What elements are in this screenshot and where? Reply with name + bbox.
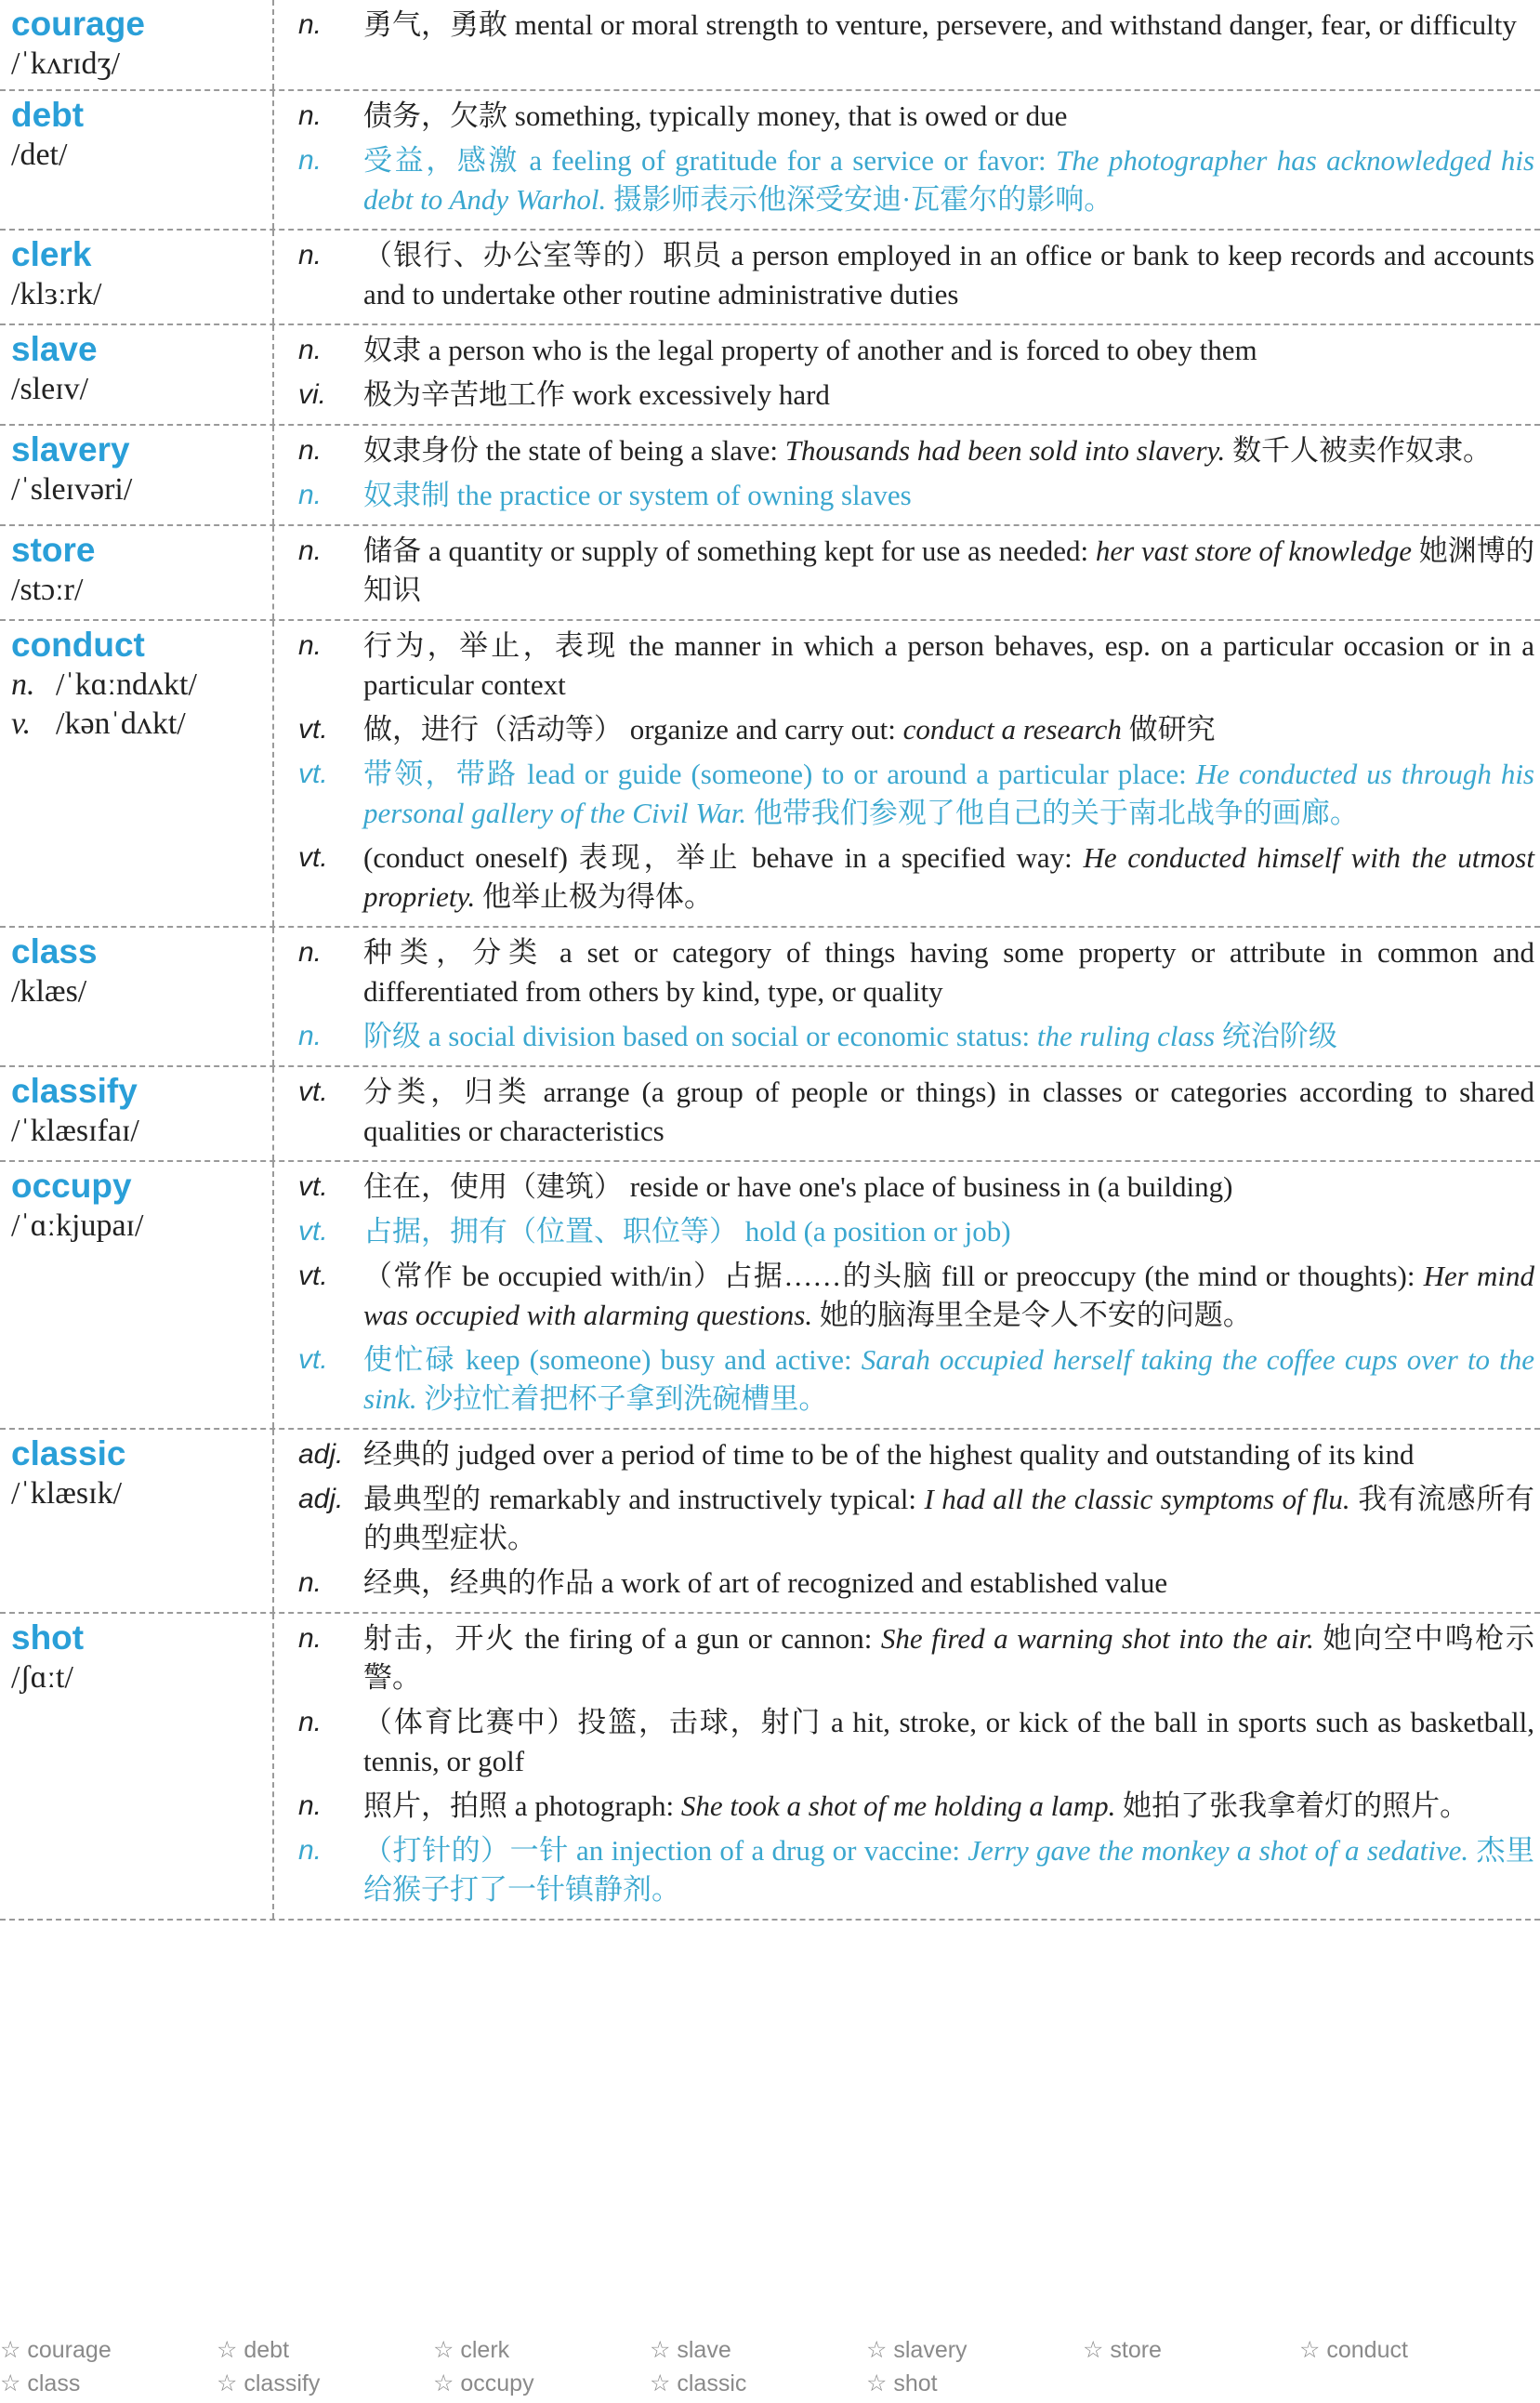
definition-chinese: 最典型的 (363, 1483, 482, 1515)
entry-row (0, 1067, 1540, 1162)
definition (358, 1564, 1534, 1603)
definition-english: a photograph: (507, 1789, 681, 1822)
index-word: classify (244, 2370, 321, 2396)
definition-english: organize and carry out: (623, 713, 903, 746)
pronunciation (11, 370, 272, 409)
sense (274, 1017, 1534, 1056)
sense (274, 236, 1534, 314)
headword-column (0, 91, 274, 229)
definition-chinese: 分类，归类 (363, 1076, 532, 1108)
example-translation: 她向空中鸣枪示警。 (363, 1622, 1535, 1694)
star-icon: ☆ (650, 2337, 671, 2363)
ipa: /stɔːr/ (11, 573, 84, 607)
star-icon: ☆ (217, 2370, 238, 2396)
pronunciation (11, 571, 272, 610)
star-icon: ☆ (0, 2370, 21, 2396)
headword: class (11, 932, 98, 970)
sense (274, 1212, 1534, 1251)
example-translation: 数千人被卖作奴隶。 (1225, 434, 1493, 467)
definition-chinese: 行为，举止，表现 (363, 629, 619, 662)
sense (274, 1703, 1534, 1781)
part-of-speech: vt. (298, 1171, 328, 1202)
star-icon: ☆ (1083, 2337, 1104, 2363)
definition-english: arrange (a group of people or things) in classes or categories according to shared qualities or characteristics (363, 1076, 1535, 1147)
word-index (0, 2333, 1540, 2400)
headword: slavery (11, 430, 130, 469)
definition-english: a work of art of recognized and established value (594, 1566, 1168, 1599)
headword-column (0, 621, 274, 926)
definition-english: a social division based on social or economic status: (421, 1020, 1037, 1052)
definition (358, 532, 1534, 610)
sense (274, 1340, 1534, 1419)
definition-chinese: （打针的）一针 (363, 1834, 569, 1867)
sense (274, 1480, 1534, 1558)
ipa: /ˈklæsɪfaɪ/ (11, 1114, 139, 1148)
star-icon: ☆ (1299, 2337, 1321, 2363)
sense (274, 710, 1534, 749)
example-sentence: Jerry gave the monkey a shot of a sedative. (967, 1834, 1469, 1867)
definition (358, 141, 1534, 219)
definition (358, 6, 1534, 45)
ipa: /ˈkɑːndʌkt/ (56, 667, 197, 702)
definition (358, 331, 1534, 370)
index-item[interactable] (1083, 2333, 1299, 2367)
index-word: class (27, 2370, 81, 2396)
example-translation: 她拍了张我拿着灯的照片。 (1115, 1789, 1469, 1822)
definition-english: a quantity or supply of something kept for use as needed: (421, 535, 1096, 567)
headword-column (0, 0, 274, 89)
headword: slave (11, 330, 98, 368)
pronunciation (11, 470, 272, 509)
part-of-speech: n. (298, 1790, 322, 1821)
ipa: /klæs/ (11, 974, 87, 1009)
index-word: slavery (893, 2337, 967, 2363)
index-word: classic (677, 2370, 747, 2396)
star-icon: ☆ (433, 2337, 454, 2363)
definition (358, 1831, 1534, 1909)
definition (358, 1480, 1534, 1558)
definition-chinese: 奴隶 (363, 334, 421, 366)
headword-column (0, 1067, 274, 1160)
definition-chinese: 受益，感激 (363, 144, 520, 177)
star-icon: ☆ (650, 2370, 671, 2396)
definition-chinese: 住在，使用（建筑） (363, 1170, 623, 1203)
part-of-speech: n. (298, 630, 322, 661)
part-of-speech: vt. (298, 1344, 328, 1375)
part-of-speech: vt. (298, 1216, 328, 1247)
example-sentence: Her mind was occupied with alarming questions. (363, 1260, 1534, 1331)
sense (274, 1435, 1534, 1474)
example-sentence: Thousands had been sold into slavery. (784, 434, 1226, 467)
part-of-speech: n. (298, 100, 322, 131)
sense (274, 1787, 1534, 1826)
part-of-speech: n. (298, 240, 322, 271)
example-sentence: Sarah occupied herself taking the coffee cups over to the sink. (363, 1343, 1535, 1415)
definition-english: a person who is the legal property of another and is forced to obey them (421, 334, 1257, 366)
definitions-column (274, 1162, 1540, 1428)
headword: classic (11, 1434, 126, 1472)
definition (358, 755, 1534, 833)
definition-english: mental or moral strength to venture, persevere, and withstand danger, fear, or difficulty (507, 8, 1517, 41)
index-word: store (1110, 2337, 1162, 2363)
entry-row (0, 928, 1540, 1067)
definition-chinese: 带领，带路 (363, 758, 519, 790)
pronunciation (11, 972, 272, 1011)
part-of-speech: vt. (298, 1261, 328, 1291)
headword-column (0, 526, 274, 619)
definition-chinese: 经典的 (363, 1438, 450, 1471)
pronunciation-pos: n. (11, 667, 35, 702)
example-translation: 做研究 (1121, 713, 1216, 746)
example-translation: 统治阶级 (1215, 1020, 1337, 1052)
definitions-column (274, 91, 1540, 229)
sense (274, 6, 1534, 45)
example-sentence: I had all the classic symptoms of flu. (924, 1483, 1350, 1515)
headword: classify (11, 1072, 138, 1110)
index-item[interactable] (650, 2367, 866, 2400)
definition-chinese: 债务，欠款 (363, 99, 507, 132)
definition-chinese: 经典，经典的作品 (363, 1566, 594, 1599)
definition (358, 1257, 1534, 1335)
example-sentence: He conducted us through his personal gallery of the Civil War. (363, 758, 1534, 829)
part-of-speech: adj. (298, 1484, 344, 1514)
definition (358, 1703, 1534, 1781)
entry-row (0, 325, 1540, 426)
entry-row (0, 426, 1540, 526)
definition (358, 1340, 1534, 1419)
pronunciation (11, 1658, 272, 1697)
part-of-speech: n. (298, 435, 322, 466)
definition-chinese: （常作 be occupied with/in）占据……的头脑 (363, 1260, 933, 1292)
definition-english: keep (someone) busy and active: (455, 1343, 862, 1376)
headword-column (0, 231, 274, 323)
sense (274, 141, 1534, 219)
ipa: /sleɪv/ (11, 372, 89, 406)
sense (274, 838, 1534, 917)
definition-english: the firing of a gun or cannon: (515, 1622, 881, 1655)
headword-column (0, 325, 274, 424)
definition (358, 1168, 1534, 1207)
definition-english: the manner in which a person behaves, esp. on a particular occasion or in a particular context (363, 629, 1534, 701)
definition-english: hold (a position or job) (738, 1215, 1011, 1248)
sense (274, 476, 1534, 515)
pronunciation (11, 1112, 272, 1151)
part-of-speech: n. (298, 9, 322, 40)
definitions-column (274, 526, 1540, 619)
example-translation: 杰里给猴子打了一针镇静剂。 (363, 1834, 1534, 1906)
ipa: /kənˈdʌkt/ (56, 706, 186, 741)
headword: courage (11, 5, 145, 43)
headword-column (0, 1614, 274, 1919)
index-item[interactable] (0, 2333, 217, 2367)
sense (274, 627, 1534, 705)
part-of-speech: n. (298, 335, 322, 365)
entry-row (0, 1162, 1540, 1430)
part-of-speech: n. (298, 937, 322, 968)
definition-chinese: 储备 (363, 535, 422, 567)
definitions-column (274, 231, 1540, 323)
part-of-speech: vi. (298, 379, 326, 410)
definition-chinese: （银行、办公室等的）职员 (363, 239, 723, 271)
part-of-speech: adj. (298, 1439, 344, 1470)
definition-english: judged over a period of time to be of the highest quality and outstanding of its kind (450, 1438, 1415, 1471)
definition-english: a feeling of gratitude for a service or favor: (520, 144, 1056, 177)
star-icon: ☆ (433, 2370, 454, 2396)
entry-row (0, 1614, 1540, 1921)
part-of-speech: n. (298, 1835, 322, 1866)
headword: store (11, 531, 96, 569)
definition-english: fill or preoccupy (the mind or thoughts): (932, 1260, 1424, 1292)
sense (274, 97, 1534, 136)
ipa: /ˈsleɪvəri/ (11, 472, 133, 507)
index-word: debt (244, 2337, 290, 2363)
definition-chinese: 射击，开火 (363, 1622, 516, 1655)
pronunciation (11, 275, 272, 314)
sense (274, 1619, 1534, 1697)
definition (358, 236, 1534, 314)
definitions-column (274, 325, 1540, 424)
headword-column (0, 426, 274, 524)
pronunciation (11, 1207, 272, 1246)
index-word: courage (27, 2337, 112, 2363)
definition-chinese: 奴隶身份 (363, 434, 479, 467)
definition (358, 1212, 1534, 1251)
sense (274, 376, 1534, 415)
part-of-speech: n. (298, 535, 322, 566)
entry-row (0, 91, 1540, 231)
definition-english: something, typically money, that is owed or due (507, 99, 1068, 132)
definition-chinese: 做，进行（活动等） (363, 713, 623, 746)
ipa: /ʃɑːt/ (11, 1660, 73, 1695)
part-of-speech: vt. (298, 759, 328, 789)
example-translation: 我有流感所有的典型症状。 (363, 1483, 1535, 1554)
definition-chinese: 占据，拥有（位置、职位等） (363, 1215, 738, 1248)
definitions-column (274, 426, 1540, 524)
pronunciation (11, 136, 272, 175)
definition-english: a set or category of things having some property or attribute in common and differentiated from others by kind, type, or quality (363, 936, 1535, 1008)
star-icon: ☆ (217, 2337, 238, 2363)
pronunciation (11, 1474, 272, 1513)
headword-column (0, 928, 274, 1065)
entry-row (0, 231, 1540, 325)
index-word: shot (893, 2370, 938, 2396)
definition-chinese: （体育比赛中）投篮，击球，射门 (363, 1706, 823, 1738)
definition (358, 1435, 1534, 1474)
definition-chinese: 勇气，勇敢 (363, 8, 507, 41)
pronunciation (11, 666, 272, 705)
definition-english: the practice or system of owning slaves (450, 479, 912, 511)
part-of-speech: vt. (298, 1076, 328, 1107)
definitions-column (274, 1067, 1540, 1160)
headword: clerk (11, 235, 92, 273)
definition (358, 627, 1534, 705)
sense (274, 331, 1534, 370)
entry-row (0, 1430, 1540, 1614)
headword-column (0, 1430, 274, 1612)
part-of-speech: n. (298, 1707, 322, 1737)
example-sentence: She fired a warning shot into the air. (880, 1622, 1314, 1655)
definition (358, 376, 1534, 415)
example-translation: 她的脑海里全是令人不安的问题。 (812, 1299, 1252, 1331)
headword: conduct (11, 626, 145, 664)
index-item[interactable] (866, 2367, 1083, 2400)
definition-english: remarkably and instructively typical: (481, 1483, 925, 1515)
pronunciation (11, 705, 272, 744)
definition-chinese: 使忙碌 (363, 1343, 456, 1376)
index-word: clerk (460, 2337, 510, 2363)
definition-english: a person employed in an office or bank to keep records and accounts and to undertake other routine administrative duties (363, 239, 1535, 310)
sense (274, 1564, 1534, 1603)
index-row (0, 2367, 1540, 2400)
index-word: occupy (460, 2370, 534, 2396)
definition-chinese: 奴隶制 (363, 479, 450, 511)
example-translation: 他带我们参观了他自己的关于南北战争的画廊。 (746, 797, 1359, 829)
definition-english: an injection of a drug or vaccine: (568, 1834, 968, 1867)
headword: shot (11, 1618, 85, 1657)
definition (358, 431, 1534, 470)
example-translation: 摄影师表示他深受安迪·瓦霍尔的影响。 (606, 183, 1113, 216)
definition (358, 838, 1534, 917)
sense (274, 1257, 1534, 1335)
definition-english: work excessively hard (565, 378, 830, 411)
definition (358, 476, 1534, 515)
definition (358, 710, 1534, 749)
definition (358, 97, 1534, 136)
definition-english: reside or have one's place of business in (a building) (623, 1170, 1233, 1203)
example-sentence: She took a shot of me holding a lamp. (680, 1789, 1116, 1822)
example-sentence: her vast store of knowledge (1095, 535, 1412, 567)
ipa: /ˈɑːkjupaɪ/ (11, 1208, 144, 1243)
index-item[interactable] (1299, 2333, 1516, 2367)
part-of-speech: n. (298, 1623, 322, 1654)
headword-column (0, 1162, 274, 1428)
definition (358, 1017, 1534, 1056)
definitions-column (274, 1614, 1540, 1919)
definitions-column (274, 0, 1540, 89)
index-item[interactable] (433, 2333, 650, 2367)
example-sentence: He conducted himself with the utmost propriety. (363, 841, 1534, 913)
star-icon: ☆ (866, 2337, 888, 2363)
definition-chinese: 阶级 (363, 1020, 421, 1052)
definition-chinese: 极为辛苦地工作 (363, 378, 565, 411)
entry-row (0, 0, 1540, 91)
sense (274, 1073, 1534, 1151)
headword: occupy (11, 1167, 132, 1205)
definition-chinese: 照片，拍照 (363, 1789, 507, 1822)
entry-row (0, 621, 1540, 928)
sense (274, 755, 1534, 833)
definition-chinese: (conduct oneself) 表现，举止 (363, 841, 742, 874)
definition (358, 1787, 1534, 1826)
definition (358, 933, 1534, 1011)
definition-english: the state of being a slave: (479, 434, 785, 467)
definition (358, 1619, 1534, 1697)
part-of-speech: n. (298, 145, 322, 176)
example-sentence: The photographer has acknowledged his debt to Andy Warhol. (363, 144, 1535, 216)
definition-english: lead or guide (someone) to or around a particular place: (518, 758, 1196, 790)
index-item[interactable] (217, 2367, 433, 2400)
ipa: /ˈklæsɪk/ (11, 1476, 123, 1511)
index-item[interactable] (650, 2333, 866, 2367)
sense (274, 1168, 1534, 1207)
ipa: /det/ (11, 138, 68, 172)
index-word: conduct (1326, 2337, 1408, 2363)
index-item[interactable] (433, 2367, 650, 2400)
part-of-speech: n. (298, 1567, 322, 1598)
example-translation: 沙拉忙着把杯子拿到洗碗槽里。 (416, 1382, 828, 1415)
definition-english: a hit, stroke, or kick of the ball in sports such as basketball, tennis, or golf (363, 1706, 1535, 1777)
definitions-column (274, 621, 1540, 926)
part-of-speech: n. (298, 1021, 322, 1051)
entry-row (0, 526, 1540, 621)
sense (274, 431, 1534, 470)
headword: debt (11, 96, 85, 134)
index-item[interactable] (217, 2333, 433, 2367)
sense (274, 532, 1534, 610)
index-item[interactable] (866, 2333, 1083, 2367)
ipa: /klɜːrk/ (11, 277, 102, 311)
part-of-speech: vt. (298, 714, 328, 745)
part-of-speech: n. (298, 480, 322, 510)
definitions-column (274, 1430, 1540, 1612)
sense (274, 933, 1534, 1011)
example-sentence: conduct a research (902, 713, 1122, 746)
definitions-column (274, 928, 1540, 1065)
star-icon: ☆ (0, 2337, 21, 2363)
definition (358, 1073, 1534, 1151)
ipa: /ˈkʌrɪdʒ/ (11, 46, 121, 81)
definition-english: behave in a specified way: (741, 841, 1084, 874)
pronunciation-pos: v. (11, 706, 32, 741)
index-word: slave (677, 2337, 731, 2363)
part-of-speech: vt. (298, 842, 328, 873)
example-translation: 他举止极为得体。 (475, 880, 714, 913)
example-translation: 她渊博的知识 (363, 535, 1534, 606)
index-row (0, 2333, 1540, 2367)
sense (274, 1831, 1534, 1909)
pronunciation (11, 45, 272, 84)
star-icon: ☆ (866, 2370, 888, 2396)
index-item[interactable] (0, 2367, 217, 2400)
example-sentence: the ruling class (1036, 1020, 1216, 1052)
definition-chinese: 种类，分类 (363, 936, 546, 969)
